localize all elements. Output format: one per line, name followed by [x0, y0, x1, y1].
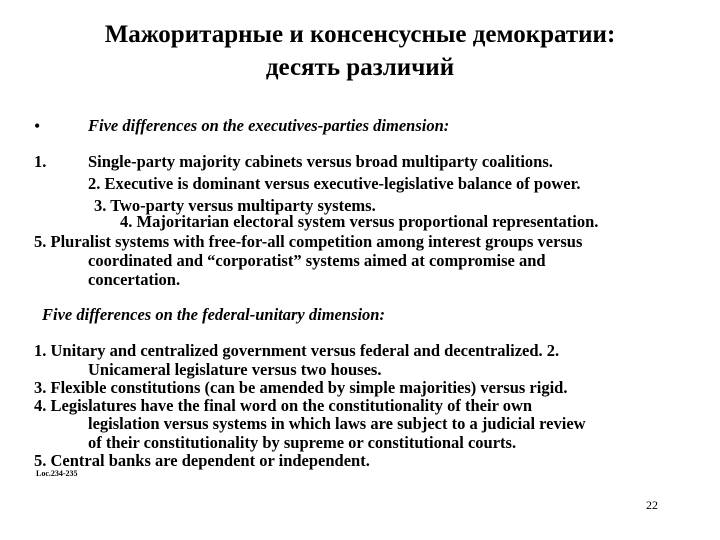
slide-title	[0, 18, 720, 84]
page-number: 22	[646, 498, 658, 512]
section1-item1: Single-party majority cabinets versus broad multiparty coalitions.	[88, 152, 553, 171]
title-line-1: Мажоритарные и консенсусные демократии:	[104, 21, 616, 48]
section1-heading: Five differences on the executives-parties dimension:	[88, 116, 450, 135]
section2-heading: Five differences on the federal-unitary dimension:	[42, 305, 385, 324]
footnote-citation: Loc.234-235	[36, 469, 78, 478]
section1-item5-line3: concertation.	[88, 270, 181, 289]
title-line-2: десять различий	[265, 54, 455, 81]
section1-item4: 4. Majoritarian electoral system versus proportional representation.	[120, 212, 599, 231]
section1-item2: 2. Executive is dominant versus executive-legislative balance of power.	[88, 174, 581, 193]
section2-item1-line1: 1. Unitary and centralized government versus federal and decentralized. 2.	[34, 341, 560, 360]
section1-item5-line1: 5. Pluralist systems with free-for-all competition among interest groups versus	[34, 232, 583, 251]
section1-item1-number: 1.	[34, 152, 47, 171]
section2-item5: 5. Central banks are dependent or independent.	[34, 451, 370, 470]
section2-item3: 3. Flexible constitutions (can be amended by simple majorities) versus rigid.	[34, 378, 568, 397]
section1-item5-line2: coordinated and “corporatist” systems aimed at compromise and	[88, 251, 546, 270]
section2-item4-line2: legislation versus systems in which laws are subject to a judicial review	[88, 414, 586, 433]
section1-item3: 3. Two-party versus multiparty systems.	[94, 196, 376, 215]
section2-item4-line3: of their constitutionality by supreme or constitutional courts.	[88, 433, 517, 452]
bullet-icon: •	[34, 116, 41, 136]
section2-item4-line1: 4. Legislatures have the final word on the constitutionality of their own	[34, 396, 533, 415]
section2-item1-line2: Unicameral legislature versus two houses.	[88, 360, 382, 379]
